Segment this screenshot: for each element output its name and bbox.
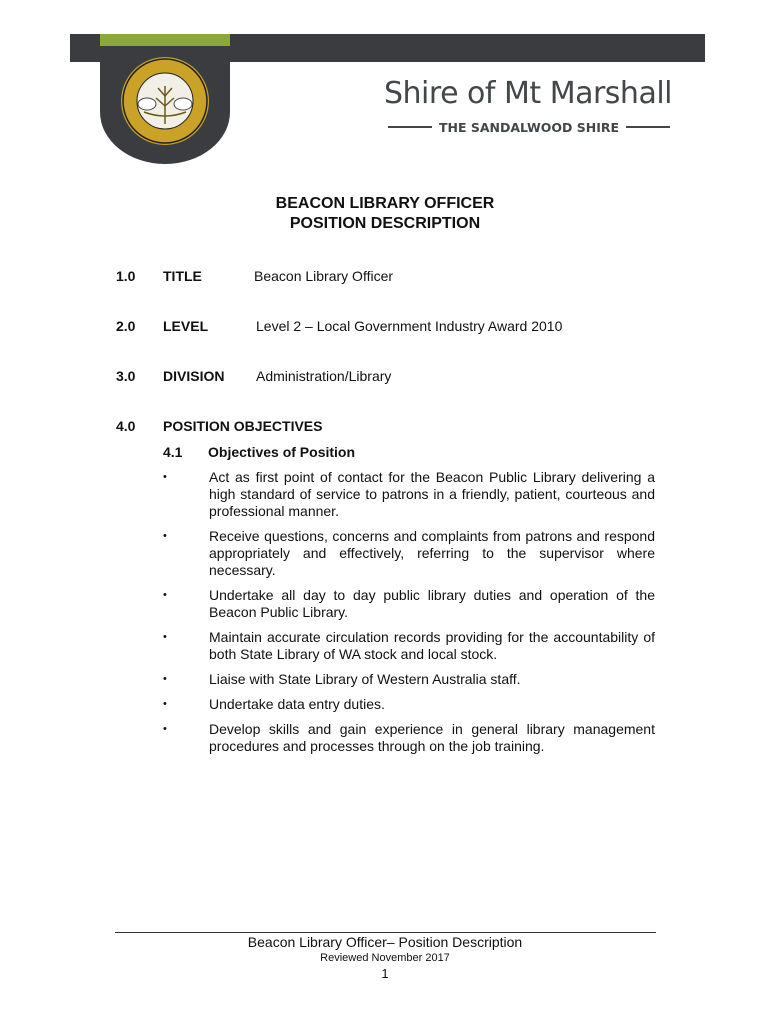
list-item bbox=[160, 469, 655, 520]
list-item-text: Undertake data entry duties. bbox=[209, 696, 385, 712]
list-item bbox=[160, 528, 655, 579]
list-item bbox=[160, 629, 655, 663]
tagline-rule-right bbox=[626, 126, 670, 128]
footer-divider bbox=[115, 932, 656, 933]
bullet-icon: • bbox=[163, 631, 167, 643]
list-item bbox=[160, 671, 655, 688]
subsection-label: Objectives of Position bbox=[208, 444, 356, 460]
list-item-text: Act as first point of contact for the Beacon Public Library delivering a high standard of service to patrons in a friendly, patient, courteous and professional manner. bbox=[209, 469, 655, 519]
page-number: 1 bbox=[381, 966, 389, 981]
tagline-rule-left bbox=[388, 126, 432, 128]
objectives-list bbox=[160, 469, 655, 763]
section-label: DIVISION bbox=[163, 368, 225, 384]
bullet-icon: • bbox=[163, 673, 167, 685]
org-name: Shire of Mt Marshall bbox=[384, 76, 672, 111]
subsection-number: 4.1 bbox=[163, 444, 183, 460]
section-number: 4.0 bbox=[116, 418, 136, 434]
footer-review-date: Reviewed November 2017 bbox=[320, 952, 450, 964]
section-value: Level 2 – Local Government Industry Award 2010 bbox=[256, 318, 563, 334]
list-item-text: Receive questions, concerns and complaints from patrons and respond appropriately and effectively, referring to the supervisor where necessary. bbox=[209, 528, 655, 578]
list-item-text: Maintain accurate circulation records providing for the accountability of both State Library of WA stock and local stock. bbox=[209, 629, 655, 662]
bullet-icon: • bbox=[163, 698, 167, 710]
org-tagline bbox=[388, 118, 670, 136]
section-number: 1.0 bbox=[116, 268, 136, 284]
bullet-icon: • bbox=[163, 723, 167, 735]
section-number: 2.0 bbox=[116, 318, 136, 334]
section-value: Administration/Library bbox=[256, 368, 392, 384]
section-label: LEVEL bbox=[163, 318, 209, 334]
section-label: TITLE bbox=[163, 268, 202, 284]
list-item-text: Liaise with State Library of Western Australia staff. bbox=[209, 671, 521, 687]
list-item bbox=[160, 696, 655, 713]
footer-title: Beacon Library Officer– Position Description bbox=[247, 934, 523, 950]
document-subtitle: POSITION DESCRIPTION bbox=[289, 215, 481, 232]
list-item-text: Undertake all day to day public library duties and operation of the Beacon Public Library. bbox=[209, 587, 655, 620]
bullet-icon: • bbox=[163, 530, 167, 542]
list-item bbox=[160, 721, 655, 755]
section-label: POSITION OBJECTIVES bbox=[163, 418, 323, 434]
tagline-text: THE SANDALWOOD SHIRE bbox=[438, 119, 620, 135]
section-number: 3.0 bbox=[116, 368, 136, 384]
bullet-icon: • bbox=[163, 589, 167, 601]
list-item bbox=[160, 587, 655, 621]
header-accent-strip bbox=[100, 34, 230, 46]
section-value: Beacon Library Officer bbox=[254, 268, 394, 284]
bullet-icon: • bbox=[163, 471, 167, 483]
document-title: BEACON LIBRARY OFFICER bbox=[275, 195, 495, 212]
shire-seal-logo bbox=[100, 46, 230, 164]
list-item-text: Develop skills and gain experience in general library management procedures and processes through on the job training. bbox=[209, 721, 655, 754]
